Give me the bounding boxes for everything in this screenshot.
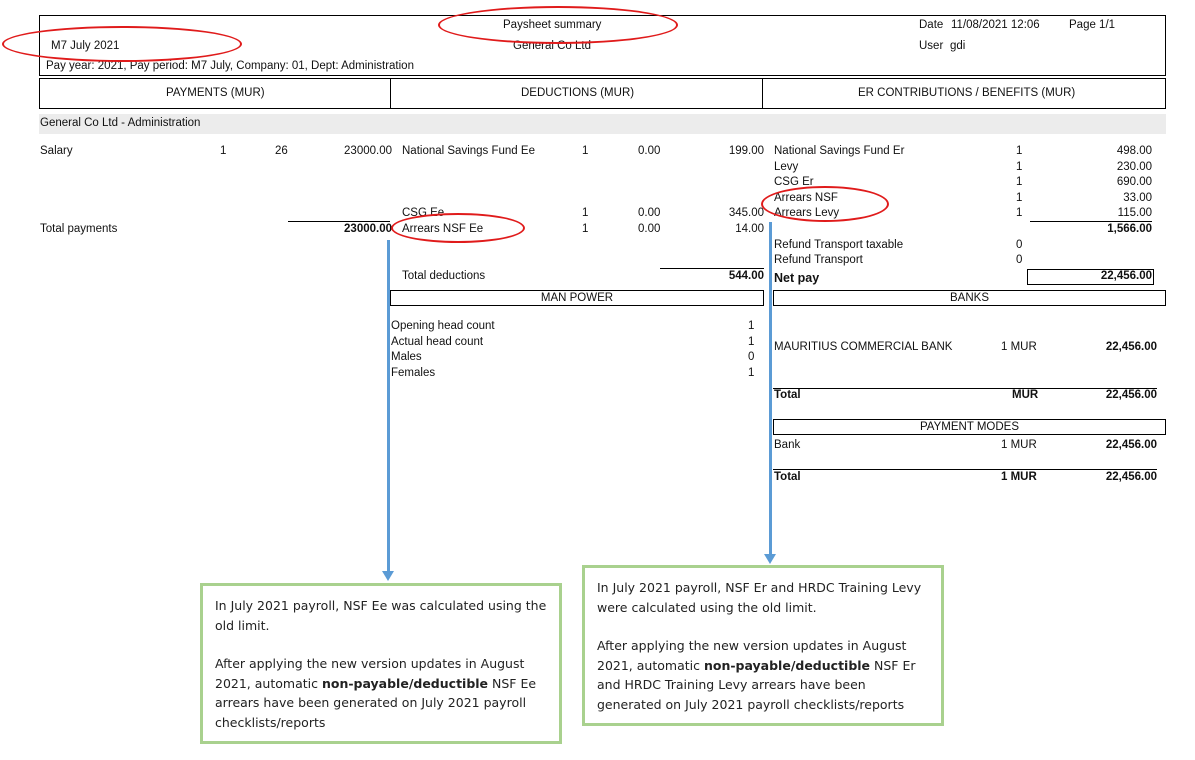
er-label: Levy	[774, 161, 799, 173]
benefit-label: Refund Transport taxable	[774, 239, 904, 251]
er-amount: 115.00	[1117, 207, 1152, 219]
note-nsf-ee	[200, 583, 562, 744]
payment-amount: 23000.00	[344, 145, 392, 157]
payment-qty: 1	[220, 145, 227, 157]
report-title: Paysheet summary	[503, 19, 602, 31]
payment-modes-total-amount: 22,456.00	[1105, 471, 1157, 483]
manpower-label: Actual head count	[391, 336, 484, 348]
date-value: 11/08/2021 12:06	[951, 19, 1040, 31]
bank-name: MAURITIUS COMMERCIAL BANK	[774, 341, 953, 353]
er-amount: 690.00	[1116, 176, 1152, 188]
er-qty: 1	[1016, 192, 1023, 204]
note-nsf-ee-paragraph-1: In July 2021 payroll, NSF Ee was calculated using the old limit.	[215, 598, 547, 633]
total-deductions-amount: 544.00	[728, 270, 764, 282]
report-details: Pay year: 2021, Pay period: M7 July, Company: 01, Dept: Administration	[46, 60, 414, 72]
payment-modes-total-count: 1 MUR	[1001, 471, 1037, 483]
total-deductions-label: Total deductions	[402, 270, 486, 282]
highlight-arrears-er	[761, 186, 889, 222]
page-number: Page 1/1	[1069, 19, 1116, 31]
er-column-header: ER CONTRIBUTIONS / BENEFITS (MUR)	[858, 87, 1076, 99]
payment-modes-total-label: Total	[774, 471, 801, 483]
arrow-left-head	[382, 571, 394, 581]
deduction-amount: 199.00	[728, 145, 764, 157]
deduction-label: CSG Ee	[402, 207, 445, 219]
manpower-value: 0	[748, 351, 755, 363]
bank-count: 1 MUR	[1001, 341, 1037, 353]
arrow-right-line	[769, 222, 772, 555]
banks-header: BANKS	[773, 290, 1166, 306]
payment-modes-header: PAYMENT MODES	[773, 419, 1166, 435]
date-label: Date	[919, 19, 944, 31]
manpower-value: 1	[748, 367, 755, 379]
er-amount: 230.00	[1116, 161, 1152, 173]
manpower-value: 1	[748, 336, 755, 348]
deduction-amount: 345.00	[728, 207, 764, 219]
deduction-label: National Savings Fund Ee	[402, 145, 535, 157]
highlight-period	[2, 26, 242, 62]
er-amount: 33.00	[1123, 192, 1152, 204]
manpower-label: Males	[391, 351, 422, 363]
deduction-qty: 1	[582, 145, 589, 157]
er-qty: 1	[1016, 145, 1023, 157]
er-qty: 1	[1016, 176, 1023, 188]
arrow-right-head	[764, 554, 776, 564]
deduction-label: Arrears NSF Ee	[402, 223, 484, 235]
er-label: National Savings Fund Er	[774, 145, 905, 157]
payment-mode-count: 1 MUR	[1001, 439, 1037, 451]
payment-mode-amount: 22,456.00	[1105, 439, 1157, 451]
er-label: CSG Er	[774, 176, 814, 188]
payment-mode-label: Bank	[774, 439, 801, 451]
deduction-rate: 0.00	[638, 145, 661, 157]
er-qty: 1	[1016, 161, 1023, 173]
group-band	[39, 114, 1166, 134]
user-value: gdi	[950, 40, 966, 52]
company-name: General Co Ltd	[513, 40, 591, 52]
benefit-qty: 0	[1016, 239, 1023, 251]
net-pay-amount: 22,456.00	[1100, 270, 1152, 282]
net-pay-label: Net pay	[774, 271, 820, 285]
group-title: General Co Ltd - Administration	[40, 117, 201, 129]
payments-column-header: PAYMENTS (MUR)	[166, 87, 265, 99]
er-label: Arrears Levy	[774, 207, 840, 219]
total-payments-amount: 23000.00	[344, 223, 392, 235]
note-nsf-er-levy	[582, 565, 944, 726]
manpower-value: 1	[748, 320, 755, 332]
er-label: Arrears NSF	[774, 192, 838, 204]
deduction-rate: 0.00	[638, 207, 661, 219]
deductions-column-header: DEDUCTIONS (MUR)	[521, 87, 635, 99]
bank-amount: 22,456.00	[1105, 341, 1157, 353]
benefit-label: Refund Transport	[774, 254, 863, 266]
benefit-qty: 0	[1016, 254, 1023, 266]
er-qty: 1	[1016, 207, 1023, 219]
period-label: M7 July 2021	[51, 40, 120, 52]
payment-label: Salary	[40, 145, 73, 157]
user-label: User	[919, 40, 944, 52]
arrow-left-line	[387, 240, 390, 572]
highlight-arrears-nsf-ee	[391, 213, 525, 243]
note-nsf-er-paragraph-2: After applying the new version updates in August 2021, automatic non-payable/deductible NSF Er and HRDC Training Levy arrears have been generated on July 2021 payroll checklists/reports	[597, 638, 916, 712]
er-total-amount: 1,566.00	[1107, 223, 1152, 235]
er-amount: 498.00	[1116, 145, 1152, 157]
banks-total-currency: MUR	[1012, 389, 1039, 401]
total-payments-label: Total payments	[40, 223, 118, 235]
payment-days: 26	[275, 145, 288, 157]
note-nsf-ee-paragraph-2: After applying the new version updates in August 2021, automatic non-payable/deductible NSF Ee arrears have been generated on July 2021 payroll checklists/reports	[215, 656, 537, 730]
manpower-label: Females	[391, 367, 436, 379]
deduction-qty: 1	[582, 207, 589, 219]
deduction-amount: 14.00	[735, 223, 764, 235]
manpower-header: MAN POWER	[390, 290, 764, 306]
deduction-rate: 0.00	[638, 223, 661, 235]
manpower-label: Opening head count	[391, 320, 495, 332]
deduction-qty: 1	[582, 223, 589, 235]
banks-total-label: Total	[774, 389, 801, 401]
note-nsf-er-paragraph-1: In July 2021 payroll, NSF Er and HRDC Training Levy were calculated using the old limit.	[597, 580, 922, 615]
highlight-title	[438, 6, 678, 44]
banks-total-amount: 22,456.00	[1105, 389, 1157, 401]
